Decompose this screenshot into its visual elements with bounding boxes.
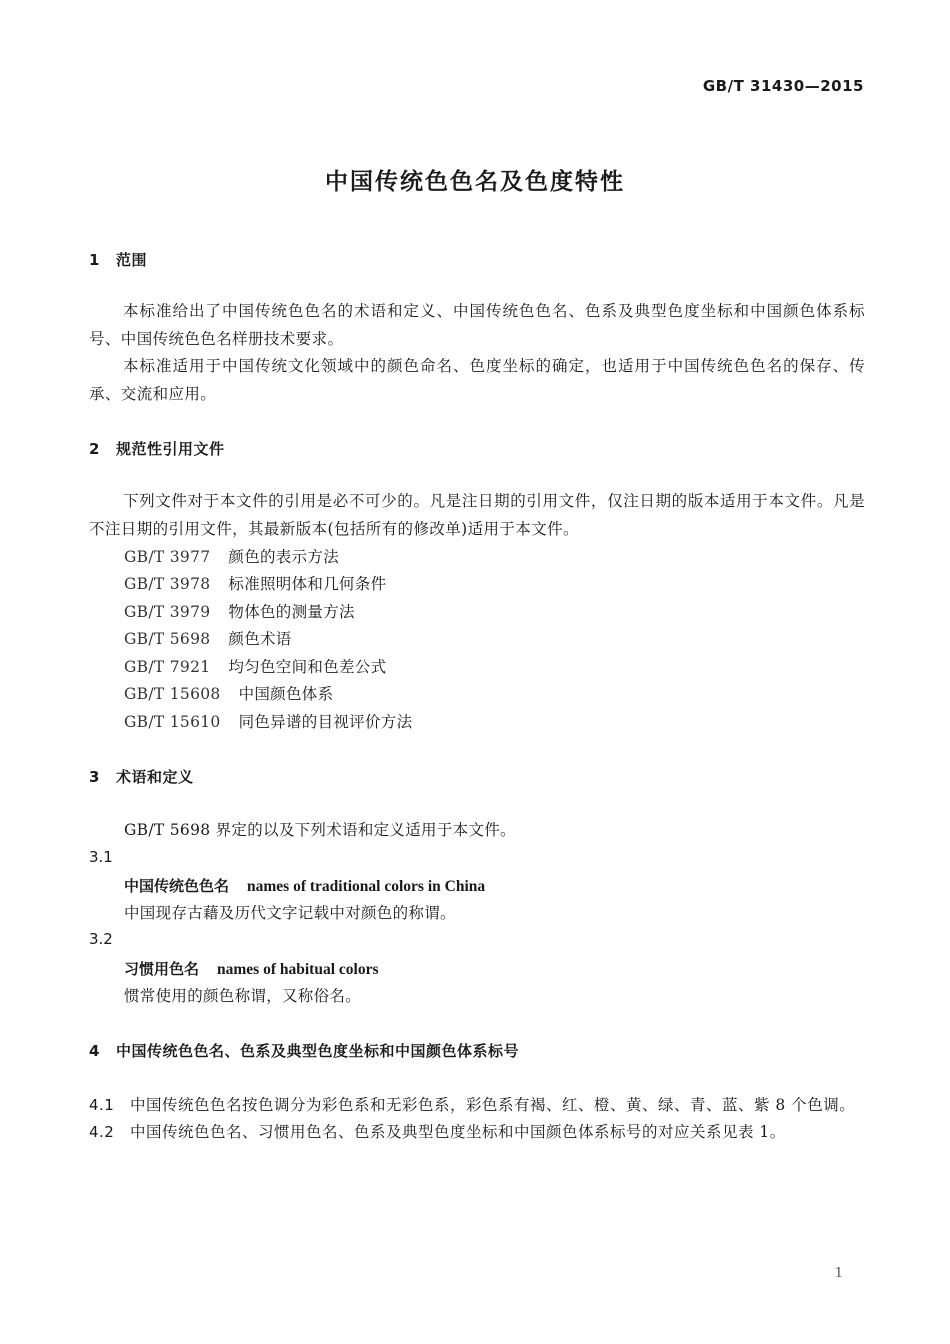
reference-name: 中国颜色体系 [238, 685, 334, 703]
reference-code: GB/T 5698 [124, 630, 211, 648]
reference-code: GB/T 7921 [124, 658, 211, 676]
section-1-paragraph-2: 本标准适用于中国传统文化领域中的颜色命名、色度坐标的确定，也适用于中国传统色色名的保存、传承、交流和应用。 [89, 357, 865, 403]
reference-name: 颜色的表示方法 [228, 548, 340, 566]
reference-code: GB/T 3977 [124, 548, 211, 566]
reference-name: 标准照明体和几何条件 [228, 575, 387, 593]
section-1-paragraph-1: 本标准给出了中国传统色色名的术语和定义、中国传统色色名、色系及典型色度坐标和中国颜色体系标号、中国传统色色名样册技术要求。 [89, 302, 865, 348]
section-number: 3 [89, 768, 100, 786]
section-title: 范围 [116, 251, 148, 269]
term-definition: 中国现存古藉及历代文字记载中对颜色的称谓。 [124, 904, 456, 922]
reference-name: 颜色术语 [228, 630, 292, 648]
reference-code: GB/T 15610 [124, 713, 221, 731]
section-number: 2 [89, 440, 100, 458]
term-chinese: 中国传统色色名 [124, 877, 230, 895]
term-english: names of habitual colors [217, 961, 379, 978]
clause-number: 4.2 [89, 1123, 115, 1141]
reference-item [124, 545, 339, 567]
reference-item [124, 572, 386, 594]
clause-item [89, 1093, 855, 1115]
reference-name: 同色异谱的目视评价方法 [238, 713, 413, 731]
section-number: 4 [89, 1042, 100, 1060]
clause-text: 中国传统色色名、习惯用色名、色系及典型色度坐标和中国颜色体系标号的对应关系见表 1。 [130, 1123, 786, 1141]
reference-code: GB/T 3979 [124, 603, 211, 621]
term-number: 3.1 [89, 848, 113, 866]
section-title: 中国传统色色名、色系及典型色度坐标和中国颜色体系标号 [116, 1042, 520, 1060]
section-number: 1 [89, 251, 100, 269]
clause-text: 中国传统色色名按色调分为彩色系和无彩色系，彩色系有褐、红、橙、黄、绿、青、蓝、紫 8 个色调。 [130, 1096, 856, 1114]
reference-code: GB/T 3978 [124, 575, 211, 593]
clause-item [89, 1120, 786, 1142]
section-3-intro: GB/T 5698 界定的以及下列术语和定义适用于本文件。 [124, 821, 516, 839]
reference-item [124, 655, 386, 677]
clause-number: 4.1 [89, 1096, 115, 1114]
section-title: 规范性引用文件 [116, 440, 225, 458]
term-definition: 惯常使用的颜色称谓，又称俗名。 [124, 987, 362, 1005]
term-chinese: 习惯用色名 [124, 960, 200, 978]
section-2-intro: 下列文件对于本文件的引用是必不可少的。凡是注日期的引用文件，仅注日期的版本适用于本文件。凡是不注日期的引用文件，其最新版本(包括所有的修改单)适用于本文件。 [89, 492, 865, 538]
reference-item [124, 710, 412, 732]
page-number: 1 [834, 1266, 843, 1281]
reference-item [124, 682, 333, 704]
reference-item [124, 600, 355, 622]
standard-code: GB/T 31430—2015 [702, 77, 864, 95]
term-english: names of traditional colors in China [247, 878, 486, 895]
reference-item [124, 627, 292, 649]
reference-name: 物体色的测量方法 [228, 603, 355, 621]
section-3-heading [89, 766, 194, 787]
term-heading [124, 958, 378, 979]
section-title: 术语和定义 [116, 768, 194, 786]
term-heading [124, 875, 485, 896]
term-number: 3.2 [89, 930, 113, 948]
section-2-heading [89, 438, 225, 459]
reference-name: 均匀色空间和色差公式 [228, 658, 387, 676]
section-1-heading [89, 249, 147, 270]
reference-code: GB/T 15608 [124, 685, 221, 703]
section-4-heading [89, 1040, 519, 1061]
document-title: 中国传统色色名及色度特性 [325, 169, 625, 195]
